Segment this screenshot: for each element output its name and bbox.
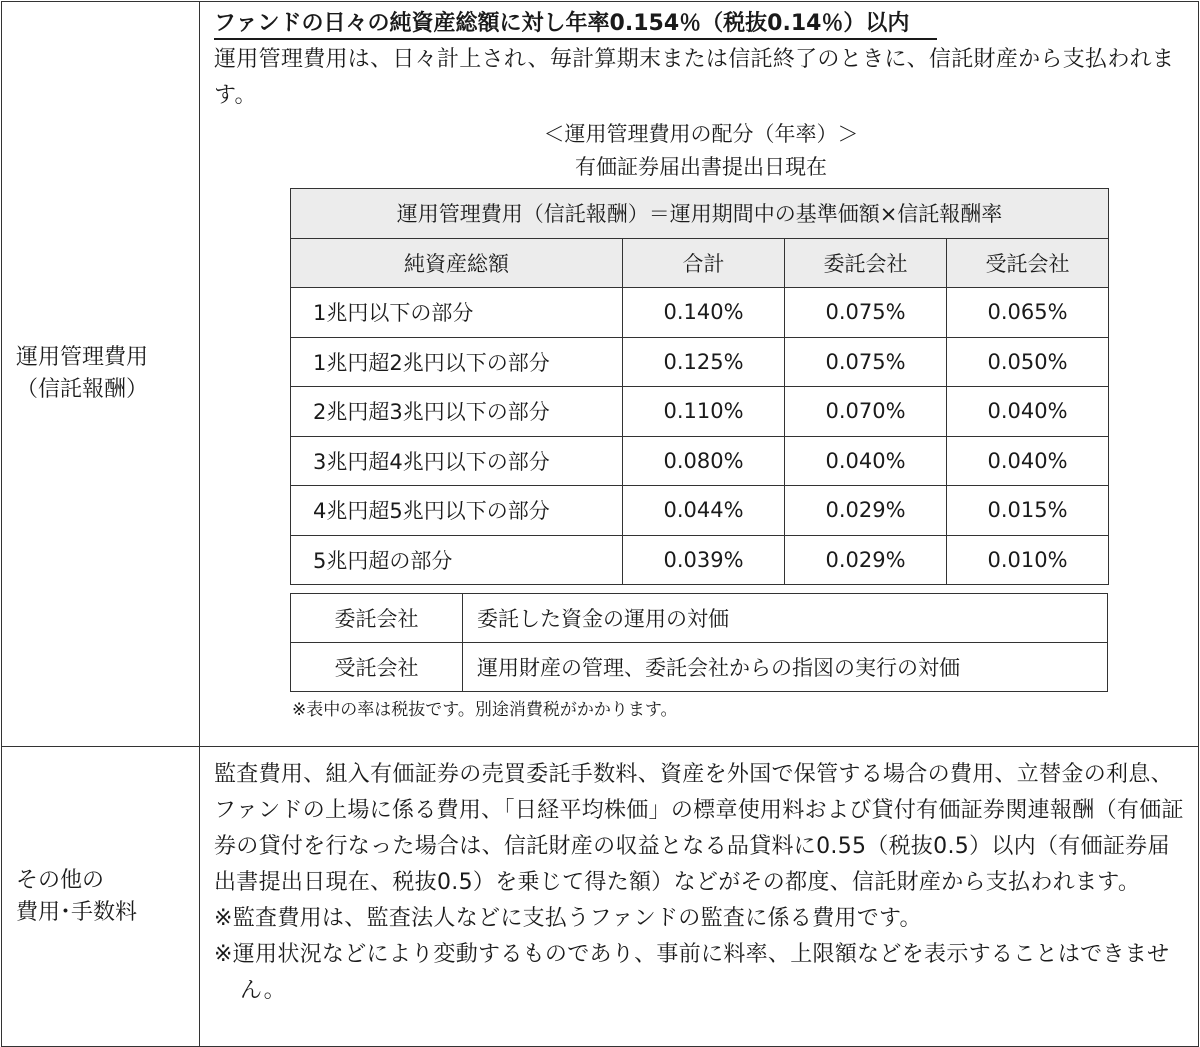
trustee-rate-cell: 0.065% xyxy=(947,288,1109,338)
tier-cell: 1兆円以下の部分 xyxy=(291,288,623,338)
tier-cell: 3兆円超4兆円以下の部分 xyxy=(291,436,623,486)
role-name: 受託会社 xyxy=(291,643,463,692)
trustee-rate-cell: 0.040% xyxy=(947,387,1109,437)
management-fee-content-cell xyxy=(200,2,1199,747)
tier-cell: 4兆円超5兆円以下の部分 xyxy=(291,486,623,536)
tier-cell: 2兆円超3兆円以下の部分 xyxy=(291,387,623,437)
table-row xyxy=(291,436,1109,486)
trustee-rate-cell: 0.015% xyxy=(947,486,1109,536)
tax-footnote: ※表中の率は税抜です。別途消費税がかかります。 xyxy=(292,700,678,720)
management-fee-row xyxy=(2,2,1199,747)
trustor-rate-cell: 0.070% xyxy=(785,387,947,437)
other-fees-content-cell xyxy=(200,747,1199,1047)
management-fee-label-cell xyxy=(2,2,200,747)
fee-table-header-row xyxy=(291,238,1109,288)
variable-fee-note: ※運用状況などにより変動するものであり、事前に料率、上限額などを表示することはできません。 xyxy=(214,942,1170,1003)
role-row-trustee xyxy=(291,643,1108,692)
tier-cell: 5兆円超の部分 xyxy=(291,535,623,585)
fee-table-caption: 運用管理費用（信託報酬）＝運用期間中の基準価額×信託報酬率 xyxy=(291,189,1109,239)
table-row xyxy=(291,387,1109,437)
role-description: 委託した資金の運用の対価 xyxy=(463,594,1108,643)
total-rate-cell: 0.110% xyxy=(623,387,785,437)
total-rate-cell: 0.039% xyxy=(623,535,785,585)
total-rate-cell: 0.080% xyxy=(623,436,785,486)
fee-disclosure-table xyxy=(1,1,1199,1047)
table-row xyxy=(291,288,1109,338)
column-header-total: 合計 xyxy=(623,238,785,288)
management-fee-heading: ファンドの日々の純資産総額に対し年率0.154％（税抜0.14％）以内 xyxy=(214,10,937,40)
column-header-net-assets: 純資産総額 xyxy=(291,238,623,288)
other-fees-label-line1: その他の xyxy=(16,867,105,893)
table-row xyxy=(291,535,1109,585)
other-fees-label-line2: 費用･手数料 xyxy=(16,899,138,925)
role-name: 委託会社 xyxy=(291,594,463,643)
other-fees-row xyxy=(2,747,1199,1047)
total-rate-cell: 0.140% xyxy=(623,288,785,338)
trustor-rate-cell: 0.029% xyxy=(785,535,947,585)
trustor-rate-cell: 0.040% xyxy=(785,436,947,486)
total-rate-cell: 0.044% xyxy=(623,486,785,536)
management-fee-label-line1: 運用管理費用 xyxy=(16,345,149,370)
other-fees-description: 監査費用、組入有価証券の売買委託手数料、資産を外国で保管する場合の費用、立替金の利息、ファンドの上場に係る費用、「日経平均株価」の標章使用料および貸付有価証券関連報酬（有価証券の貸付を行なった場合は、信託財産の収益となる品貸料に0.55（税抜0.5）以内（有価証券届出書提出日現在、税抜0.5）を乗じて得た額）などがその都度、信託財産から支払われます。 xyxy=(214,762,1184,895)
management-fee-label-line2: （信託報酬） xyxy=(16,377,149,402)
trustor-rate-cell: 0.029% xyxy=(785,486,947,536)
breakdown-title: ＜運用管理費用の配分（年率）＞ xyxy=(543,122,859,146)
fee-allocation-table xyxy=(290,188,1109,585)
trustor-rate-cell: 0.075% xyxy=(785,337,947,387)
role-description-table xyxy=(290,593,1108,692)
role-row-trustor xyxy=(291,594,1108,643)
fee-table-caption-row xyxy=(291,189,1109,239)
tier-cell: 1兆円超2兆円以下の部分 xyxy=(291,337,623,387)
as-of-note: 有価証券届出書提出日現在 xyxy=(575,155,827,179)
table-row xyxy=(291,486,1109,536)
column-header-trustee: 受託会社 xyxy=(947,238,1109,288)
total-rate-cell: 0.125% xyxy=(623,337,785,387)
column-header-trustor: 委託会社 xyxy=(785,238,947,288)
trustee-rate-cell: 0.040% xyxy=(947,436,1109,486)
role-description: 運用財産の管理、委託会社からの指図の実行の対価 xyxy=(463,643,1108,692)
table-row xyxy=(291,337,1109,387)
audit-fee-note: ※監査費用は、監査法人などに支払うファンドの監査に係る費用です。 xyxy=(214,906,922,931)
trustee-rate-cell: 0.010% xyxy=(947,535,1109,585)
trustee-rate-cell: 0.050% xyxy=(947,337,1109,387)
trustor-rate-cell: 0.075% xyxy=(785,288,947,338)
other-fees-label-cell xyxy=(2,747,200,1047)
management-fee-description: 運用管理費用は、日々計上され、毎計算期末または信託終了のときに、信託財産から支払われます。 xyxy=(214,47,1175,108)
